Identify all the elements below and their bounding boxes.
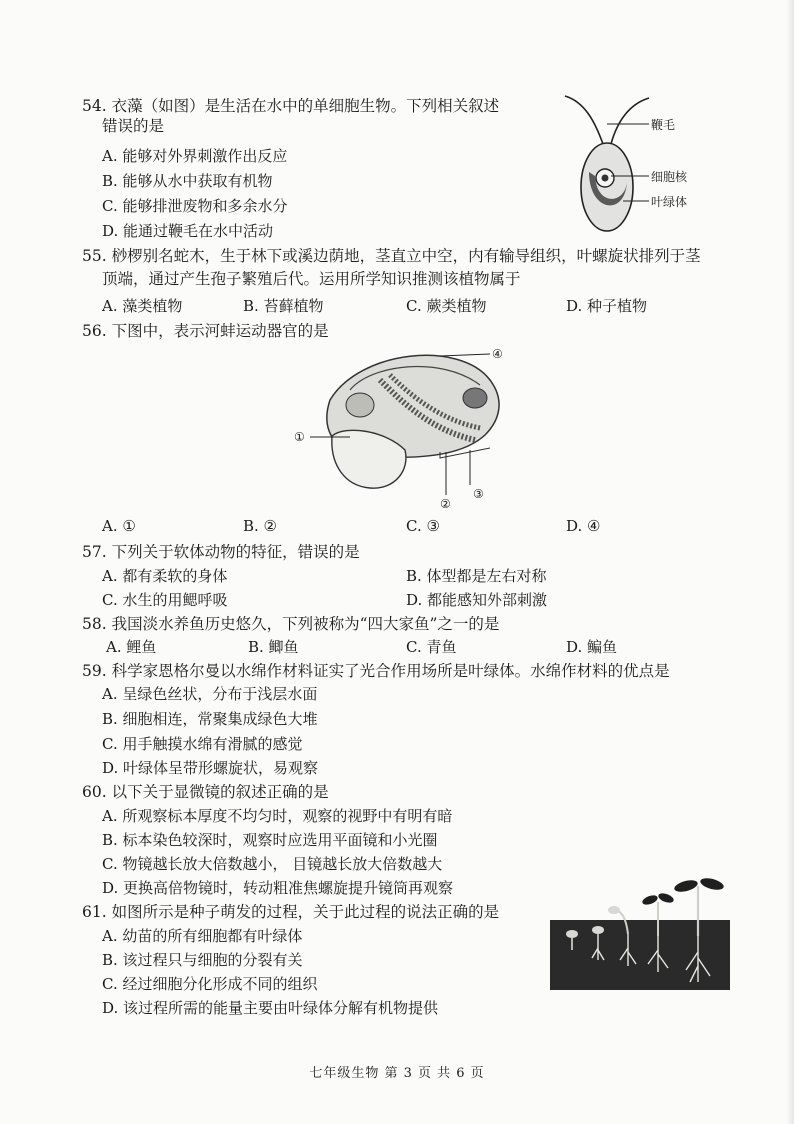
q57-option-a: A. 都有柔软的身体 (102, 567, 228, 585)
label-2: ② (440, 497, 451, 511)
q57-stem: 57. 下列关于软体动物的特征，错误的是 (82, 543, 360, 561)
label-nucleus: 细胞核 (651, 170, 688, 184)
mussel-anatomy-figure (290, 340, 530, 515)
q55-option-b: B. 苔藓植物 (243, 297, 324, 315)
q56-stem: 56. 下图中，表示河蚌运动器官的是 (82, 322, 329, 340)
q54-stem-line2: 错误的是 (102, 117, 165, 135)
q54-option-d: D. 能通过鞭毛在水中活动 (102, 222, 274, 240)
seed-stage-2 (592, 926, 604, 934)
mussel-muscle-posterior (463, 388, 487, 408)
label-4: ④ (492, 347, 503, 361)
q54-stem-line1: 54. 衣藻（如图）是生活在水中的单细胞生物。下列相关叙述 (82, 97, 500, 115)
leaf-stage-4b (657, 892, 675, 905)
pointer-4 (440, 354, 490, 356)
soil-block (550, 920, 730, 990)
q59-option-d: D. 叶绿体呈带形螺旋状，易观察 (102, 759, 319, 777)
q59-option-c: C. 用手触摸水绵有滑腻的感觉 (102, 735, 303, 753)
q58-option-d: D. 鳊鱼 (566, 638, 618, 656)
q58-option-a: A. 鲤鱼 (106, 638, 157, 656)
q56-option-d: D. ④ (566, 517, 601, 535)
q55-option-c: C. 蕨类植物 (406, 297, 487, 315)
q55-option-d: D. 种子植物 (566, 297, 648, 315)
mussel-muscle (346, 393, 374, 417)
q59-stem: 59. 科学家恩格尔曼以水绵作材料证实了光合作用场所是叶绿体。水绵作材料的优点是 (82, 662, 670, 680)
q54-stem (82, 96, 499, 136)
q58-option-b: B. 鲫鱼 (248, 638, 299, 656)
q55-stem-line2: 顶端，通过产生孢子繁殖后代。运用所学知识推测该植物属于 (102, 270, 521, 288)
q60-stem: 60. 以下关于显微镜的叙述正确的是 (82, 783, 329, 801)
q60-option-d: D. 更换高倍物镜时，转动粗准焦螺旋提升镜筒再观察 (102, 879, 454, 897)
q54-option-a: A. 能够对外界刺激作出反应 (102, 147, 288, 165)
q61-option-b: B. 该过程只与细胞的分裂有关 (102, 951, 303, 969)
q61-option-c: C. 经过细胞分化形成不同的组织 (102, 975, 318, 993)
scan-edge-shadow (786, 0, 794, 1124)
q57-option-c: C. 水生的用鳃呼吸 (102, 591, 228, 609)
flagellum-right (611, 98, 649, 144)
q61-option-d: D. 该过程所需的能量主要由叶绿体分解有机物提供 (102, 999, 439, 1017)
chlamydomonas-figure (545, 92, 725, 242)
label-chloroplast: 叶绿体 (651, 195, 688, 209)
flagellum-left (565, 96, 603, 144)
q55-option-a: A. 藻类植物 (102, 297, 183, 315)
q54-option-c: C. 能够排泄废物和多余水分 (102, 197, 288, 215)
leaf-stage-5a (673, 878, 699, 894)
q58-stem: 58. 我国淡水养鱼历史悠久，下列被称为“四大家鱼”之一的是 (82, 615, 500, 633)
seed-stage-3 (608, 906, 620, 914)
q59-option-a: A. 呈绿色丝状，分布于浅层水面 (102, 685, 318, 703)
page-footer: 七年级生物 第 3 页 共 6 页 (309, 1066, 485, 1081)
q57-option-b: B. 体型都是左右对称 (406, 567, 547, 585)
q61-stem: 61. 如图所示是种子萌发的过程，关于此过程的说法正确的是 (82, 903, 500, 921)
nucleolus-shape (602, 175, 609, 182)
leaf-stage-4a (641, 894, 659, 907)
q60-option-b: B. 标本染色较深时，观察时应选用平面镜和小光圈 (102, 831, 438, 849)
q57-option-d: D. 都能感知外部刺激 (406, 591, 548, 609)
q60-option-c: C. 物镜越长放大倍数越小， 目镜越长放大倍数越大 (102, 855, 443, 873)
seed-germination-figure (550, 874, 730, 990)
q59-option-b: B. 细胞相连，常聚集成绿色大堆 (102, 710, 318, 728)
q56-option-a: A. ① (102, 517, 136, 535)
q61-option-a: A. 幼苗的所有细胞都有叶绿体 (102, 927, 303, 945)
label-1: ① (294, 430, 305, 444)
q55-stem (82, 246, 701, 289)
q56-option-b: B. ② (243, 517, 278, 535)
q54-option-b: B. 能够从水中获取有机物 (102, 172, 273, 190)
q55-stem-line1: 55. 桫椤别名蛇木，生于林下或溪边荫地，茎直立中空，内有输导组织，叶螺旋状排列于茎 (82, 247, 701, 265)
seed-stage-1 (566, 930, 578, 938)
leaf-stage-5b (699, 876, 725, 892)
label-3: ③ (473, 487, 484, 501)
q58-option-c: C. 青鱼 (406, 638, 457, 656)
q56-option-c: C. ③ (406, 517, 440, 535)
label-flagella: 鞭毛 (651, 118, 676, 132)
q60-option-a: A. 所观察标本厚度不均匀时，观察的视野中有明有暗 (102, 807, 453, 825)
